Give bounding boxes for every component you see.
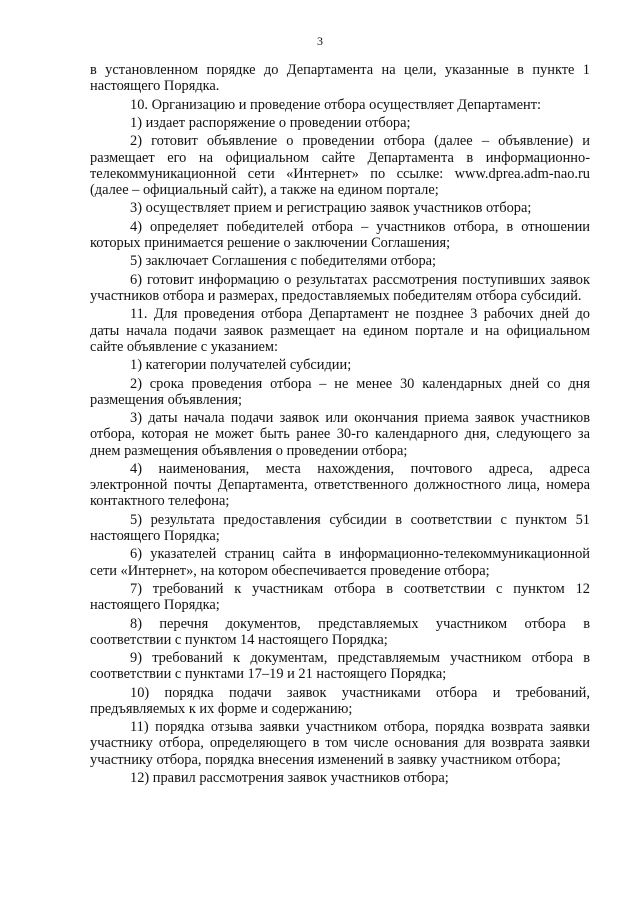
paragraph-item-11: 11. Для проведения отбора Департамент не позднее 3 рабочих дней до даты начала подачи заявок размещает на едином портале и на официальном сайте объявление с указанием: — [90, 306, 590, 355]
paragraph-continuation: в установленном порядке до Департамента на цели, указанные в пункте 1 настоящего Порядка. — [90, 62, 590, 95]
paragraph-10-subitem-6: 6) готовит информацию о результатах рассмотрения поступивших заявок участников отбора и размерах, предоставляемых победителям отбора субсидий. — [90, 271, 590, 304]
paragraph-11-subitem-10: 10) порядка подачи заявок участниками отбора и требований, предъявляемых к их форме и содержанию; — [90, 684, 590, 717]
paragraph-11-subitem-1: 1) категории получателей субсидии; — [130, 357, 352, 374]
paragraph-10-subitem-3: 3) осуществляет прием и регистрацию заявок участников отбора; — [130, 200, 532, 217]
paragraph-11-subitem-6: 6) указателей страниц сайта в информационно-телекоммуникационной сети «Интернет», на котором обеспечивается проведение отбора; — [90, 546, 590, 579]
paragraph-10-subitem-2: 2) готовит объявление о проведении отбора (далее – объявление) и размещает его на официальном сайте Департамента в информационно-телекоммуникационной сети «Интернет» по ссылке: www.dprea.adm-nao.ru (далее – официальный сайт), а также на едином портале; — [90, 133, 590, 198]
page-number: 3 — [317, 34, 323, 48]
paragraph-11-subitem-5: 5) результата предоставления субсидии в соответствии с пунктом 51 настоящего Порядка; — [90, 511, 590, 544]
paragraph-11-subitem-12: 12) правил рассмотрения заявок участников отбора; — [130, 770, 449, 787]
document-body — [90, 62, 590, 788]
paragraph-11-subitem-4: 4) наименования, места нахождения, почтового адреса, адреса электронной почты Департамента, ответственного должностного лица, номера контактного телефона; — [90, 460, 590, 510]
paragraph-11-subitem-9: 9) требований к документам, представляемым участником отбора в соответствии с пунктами 17–19 и 21 настоящего Порядка; — [90, 650, 590, 683]
paragraph-11-subitem-11: 11) порядка отзыва заявки участником отбора, порядка возврата заявки участнику отбора, определяющего в том числе основания для возврата заявки участнику отбора, порядка внесения изменений в заявку участником отбора; — [90, 719, 590, 768]
paragraph-10-subitem-1: 1) издает распоряжение о проведении отбора; — [130, 114, 411, 131]
paragraph-10-subitem-5: 5) заключает Соглашения с победителями отбора; — [130, 253, 437, 270]
paragraph-11-subitem-7: 7) требований к участникам отбора в соответствии с пунктом 12 настоящего Порядка; — [90, 580, 590, 614]
paragraph-11-subitem-2: 2) срока проведения отбора – не менее 30 календарных дней со дня размещения объявления; — [90, 375, 590, 408]
paragraph-11-subitem-8: 8) перечня документов, представляемых участником отбора в соответствии с пунктом 14 настоящего Порядка; — [90, 615, 590, 648]
paragraph-11-subitem-3: 3) даты начала подачи заявок или окончания приема заявок участников отбора, которая не может быть ранее 30-го календарного дня, следующего за днем размещения объявления о проведении отбора; — [90, 410, 590, 459]
paragraph-item-10: 10. Организацию и проведение отбора осуществляет Департамент: — [130, 96, 542, 113]
paragraph-10-subitem-4: 4) определяет победителей отбора – участников отбора, в отношении которых принимается решение о заключении Соглашения; — [90, 218, 590, 251]
